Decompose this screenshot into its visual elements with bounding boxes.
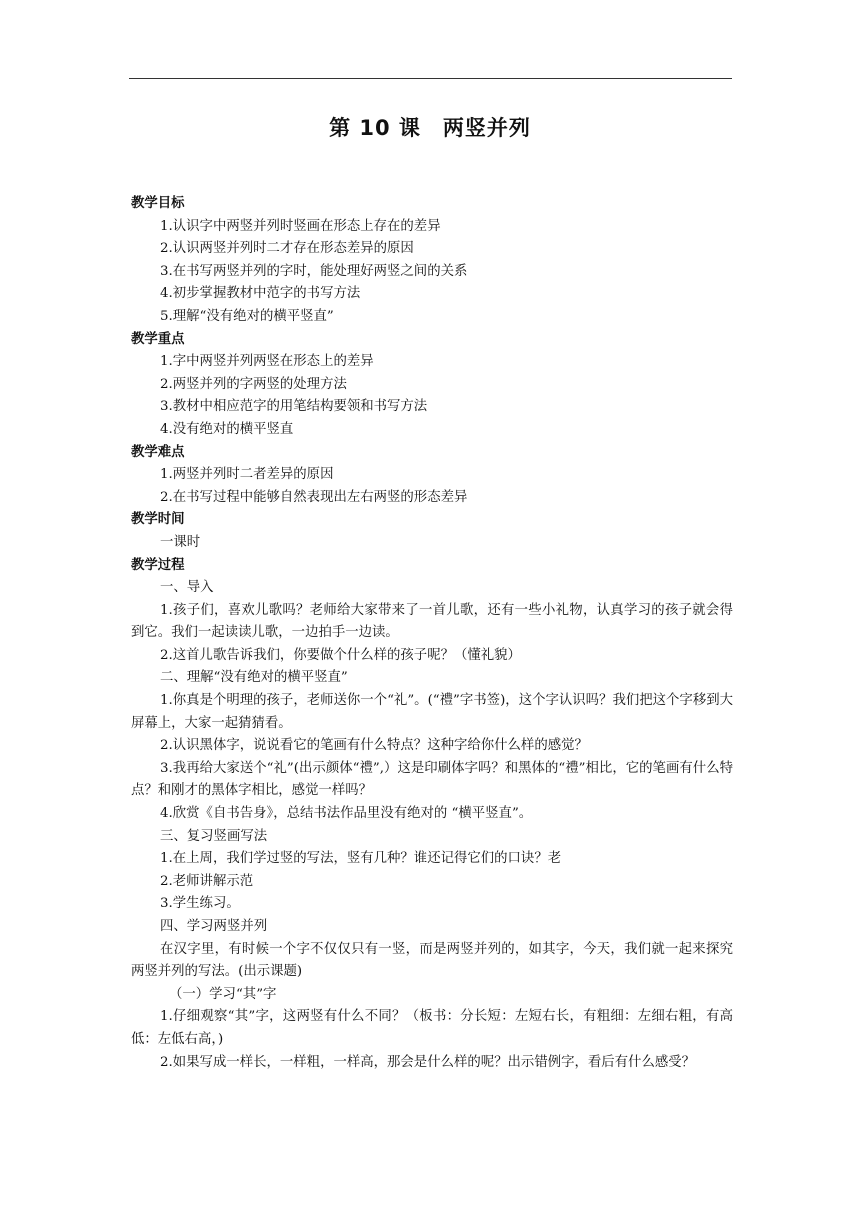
key-point-item: 4.没有绝对的横平竖直: [160, 421, 294, 437]
part2-paragraph: 2.认识黑体字，说说看它的笔画有什么特点？这种字给你什么样的感觉？: [160, 738, 588, 754]
key-point-item: 1.字中两竖并列两竖在形态上的差异: [160, 354, 374, 370]
goal-item: 3.在书写两竖并列的字时，能处理好两竖之间的关系: [160, 263, 468, 279]
goals-heading: 教学目标: [131, 196, 185, 211]
part1-heading: 一、导入: [160, 580, 214, 596]
part4-intro: 在汉字里，有时候一个字不仅仅只有一竖，而是两竖并列的，如其字，今天，我们就一起来探究两竖并列的写法。(出示课题): [131, 941, 733, 980]
time-heading: 教学时间: [131, 512, 185, 528]
part4-heading: 四、学习两竖并列: [160, 919, 268, 934]
document-body: [131, 193, 733, 1074]
time-value: 一课时: [160, 534, 201, 550]
part1-paragraph: 2.这首儿歌告诉我们，你要做个什么样的孩子呢？（懂礼貌）: [160, 647, 521, 663]
part3-heading: 三、复习竖画写法: [160, 828, 268, 844]
part3-paragraph: 2.老师讲解示范: [160, 873, 254, 889]
part4-paragraph: 1.仔细观察“其”字，这两竖有什么不同？（板书：分长短：左短右长，有粗细：左细右粗，有高低：左低右高，): [131, 1009, 733, 1047]
key-point-item: 2.两竖并列的字两竖的处理方法: [160, 376, 347, 392]
page-title: 第 10 课 两竖并列: [329, 116, 531, 140]
part4-paragraph: 2.如果写成一样长，一样粗，一样高，那会是什么样的呢？出示错例字，看后有什么感受？: [160, 1054, 696, 1070]
part2-paragraph: 3.我再给大家送个“礼”(出示颜体“禮”,）这是印刷体字吗？和黑体的“禮”相比，它的笔画有什么特点？和刚才的黑体字相比，感觉一样吗？: [131, 760, 733, 799]
part3-paragraph: 3.学生练习。: [160, 896, 240, 912]
part2-heading: 二、理解“没有绝对的横平竖直”: [160, 670, 348, 686]
part4-subheading: （一）学习“其”字: [169, 986, 277, 1002]
goal-item: 4.初步掌握教材中范字的书写方法: [160, 286, 361, 302]
goal-item: 5.理解“没有绝对的横平竖直”: [160, 308, 334, 324]
difficulty-item: 1.两竖并列时二者差异的原因: [160, 467, 334, 483]
difficulty-heading: 教学难点: [131, 444, 185, 460]
part1-paragraph: 1.孩子们，喜欢儿歌吗？老师给大家带来了一首儿歌，还有一些小礼物，认真学习的孩子就会得到它。我们一起读读儿歌，一边拍手一边读。: [131, 602, 733, 641]
goal-item: 2.认识两竖并列时二才存在形态差异的原因: [160, 241, 414, 257]
goal-item: 1.认识字中两竖并列时竖画在形态上存在的差异: [160, 218, 441, 234]
key-points-heading: 教学重点: [131, 331, 185, 347]
key-point-item: 3.教材中相应范字的用笔结构要领和书写方法: [160, 399, 428, 415]
process-heading: 教学过程: [131, 557, 185, 573]
part2-paragraph: 4.欣赏《自书告身》，总结书法作品里没有绝对的 “横平竖直”。: [160, 806, 533, 822]
difficulty-item: 2.在书写过程中能够自然表现出左右两竖的形态差异: [160, 489, 468, 505]
header-rule: [129, 78, 732, 79]
part2-paragraph: 1.你真是个明理的孩子，老师送你一个“礼”。(“禮”字书签)，这个字认识吗？我们把这个字移到大屏幕上，大家一起猜猜看。: [131, 693, 733, 731]
part3-paragraph: 1.在上周，我们学过竖的写法，竖有几种？谁还记得它们的口诀？老: [160, 851, 562, 867]
